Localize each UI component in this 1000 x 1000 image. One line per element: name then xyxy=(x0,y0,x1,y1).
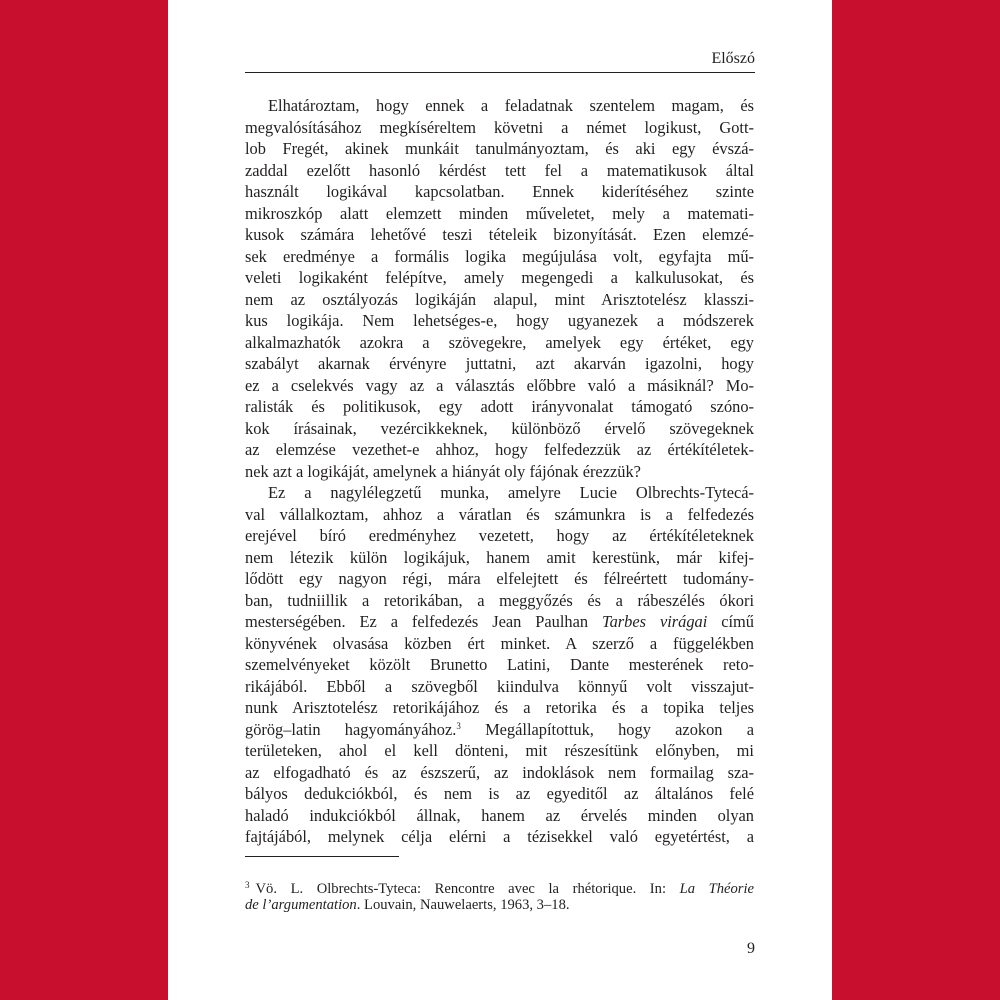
footnote-title: de l’argumentation xyxy=(245,896,357,913)
text-line: szabályt akarnak érvényre juttatni, azt akarván igazolni, hogy xyxy=(245,354,754,373)
footnote-marker: 3 xyxy=(245,880,250,890)
body-text xyxy=(245,95,754,848)
text-line: alkalmazhatók azokra a szövegekre, amelyek egy értéket, egy xyxy=(245,332,754,352)
text-line: lődött egy nagyon régi, mára elfelejtett és félreértett tudomány- xyxy=(245,569,754,588)
text-line: görög–latin hagyományához.$^3$ Megállapítottuk, hogy azokon a xyxy=(245,719,754,739)
text-line: mikroszkóp alatt elemzett minden műveletet, mely a matemati- xyxy=(245,203,754,223)
footnote-reference[interactable]: 3 xyxy=(456,720,461,731)
page-number: 9 xyxy=(747,940,755,957)
text-line: sek eredménye a formális logika megújulása volt, egyfajta mű- xyxy=(245,246,754,266)
text-line: Elhatároztam, hogy ennek a feladatnak szentelem magam, és xyxy=(268,96,754,115)
text-line: nek azt a logikáját, amelynek a hiányát oly fájónak érezzük? xyxy=(245,461,641,481)
text-line: zaddal ezelőtt hasonló kérdést tett fel a matematikusok által xyxy=(245,160,754,180)
text-line: ez a cselekvés vagy az a választás előbbre való a másiknál? Mo- xyxy=(245,375,754,395)
text-line: haladó indukciókból állnak, hanem az érvelés minden olyan xyxy=(245,805,754,825)
text-line: Ez a nagylélegzetű munka, amelyre Lucie Olbrechts-Tytecá- xyxy=(268,483,754,502)
text-line: kok írásainak, vezércikkeknek, különböző érvelő szövegeknek xyxy=(245,418,754,438)
text-line: használt logikával kapcsolatban. Ennek kiderítéséhez szinte xyxy=(245,182,754,201)
text-line: megvalósításához megkíséreltem követni a német logikust, Gott- xyxy=(245,117,754,137)
footnote-text: . Louvain, Nauwelaerts, 1963, 3–18. xyxy=(356,896,570,913)
text-line: ralisták és politikusok, egy adott irányvonalat támogató szóno- xyxy=(245,397,754,416)
text-line: nem az osztályozás logikáján alapul, mint Arisztotelész klasszi- xyxy=(245,289,754,309)
footnote-line xyxy=(245,876,754,896)
text-line: nem létezik külön logikájuk, hanem amit kerestünk, már kifej- xyxy=(245,547,754,567)
footnote-title: La Théorie xyxy=(679,881,754,897)
footnote-text: Vö. L. Olbrechts-Tyteca: Rencontre avec la rhétorique. In: xyxy=(255,881,680,897)
book-title: Tarbes virágai xyxy=(602,612,708,631)
book-page xyxy=(168,0,832,1000)
text-line: könyvének olvasása közben ért minket. A szerző a függelékben xyxy=(245,633,754,653)
text-line: fajtájából, melynek célja elérni a tézisekkel való egyetértést, a xyxy=(245,827,754,846)
footnote-line xyxy=(245,896,754,916)
text-line: ban, tudniillik a retorikában, a meggyőzés és a rábeszélés ókori xyxy=(245,590,754,610)
text-line: val vállalkoztam, ahhoz a váratlan és számunkra is a felfedezés xyxy=(245,504,754,524)
text-line: rikájából. Ebből a szövegből kiindulva könnyű volt visszajut- xyxy=(245,676,754,696)
text-line: lob Fregét, akinek munkáit tanulmányoztam, és aki egy évszá- xyxy=(245,139,754,158)
text-line: kus logikája. Nem lehetséges-e, hogy ugyanezek a módszerek xyxy=(245,311,754,330)
text-line: kusok számára lehetővé teszi tételeik bizonyítását. Ezen elemzé- xyxy=(245,225,754,244)
text-line: veleti logikaként felépítve, amely megengedi a kalkulusokat, és xyxy=(245,268,754,287)
text-line: az elemzése vezethet-e ahhoz, hogy felfedezzük az értékítéletek- xyxy=(245,440,754,459)
text-line: mesterségében. Ez a felfedezés Jean Paulhan Tarbes virágai című xyxy=(245,612,755,631)
footnote-divider xyxy=(245,856,399,857)
footnote xyxy=(245,876,754,915)
text-line: az elfogadható és az észszerű, az indoklások nem formailag sza- xyxy=(245,762,754,782)
text-line: nunk Arisztotelész retorikájához és a retorika és a topika teljes xyxy=(245,698,754,717)
text-line: bályos dedukciókból, és nem is az egyeditől az általános felé xyxy=(245,784,754,803)
text-line: erejével bíró eredményhez vezetett, hogy az értékítéleteknek xyxy=(245,526,754,545)
running-head xyxy=(245,46,755,73)
running-title: Előszó xyxy=(711,50,755,67)
text-line: területeken, ahol el kell dönteni, mit részesítünk előnyben, mi xyxy=(245,741,754,760)
text-line: szemelvényeket közölt Brunetto Latini, Dante mesterének reto- xyxy=(245,655,754,674)
